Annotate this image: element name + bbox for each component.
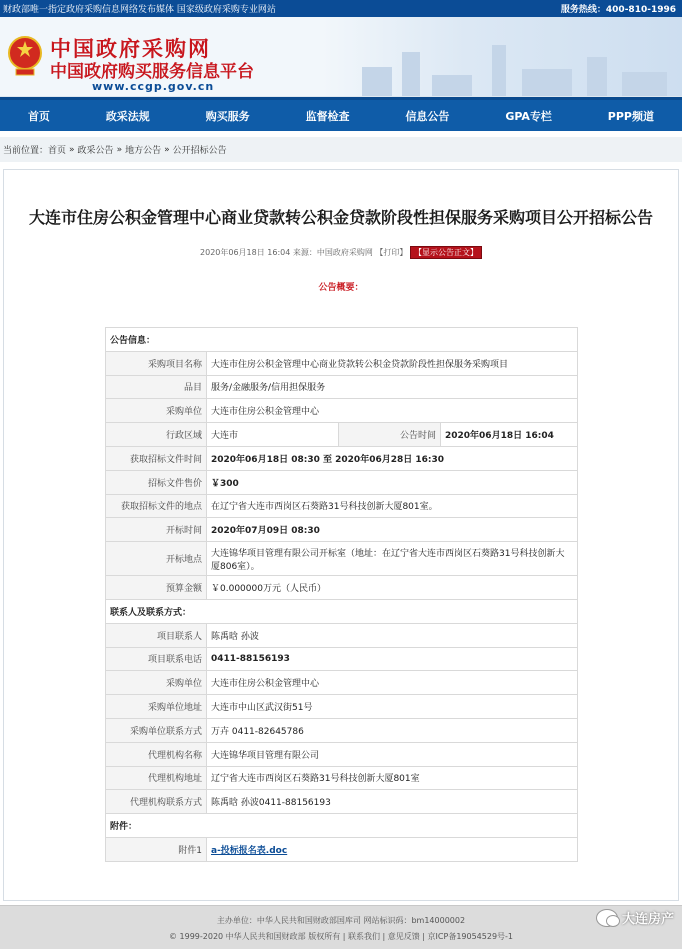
nav-ppp[interactable]: PPP频道 — [607, 109, 654, 123]
top-bar-slogan: 财政部唯一指定政府采购信息网络发布媒体 国家级政府采购专业网站 — [3, 5, 276, 15]
row-label: 开标时间 — [106, 518, 207, 542]
breadcrumb-home[interactable]: 首页 — [48, 146, 67, 156]
agent-tel: 陈禹晗 孙波0411-88156193 — [207, 790, 578, 814]
row-label: 项目联系人 — [106, 623, 207, 647]
project-contact-tel: 0411-88156193 — [207, 647, 578, 671]
table-row — [106, 446, 578, 470]
service-hotline: 服务热线：400-810-1996 — [560, 5, 676, 15]
show-body-button[interactable]: 【显示公告正文】 — [410, 246, 482, 259]
row-label: 行政区域 — [106, 423, 207, 447]
row-label: 采购单位联系方式 — [106, 718, 207, 742]
main-nav — [0, 97, 682, 131]
table-row — [106, 423, 578, 447]
breadcrumb-sep: » — [69, 144, 75, 155]
breadcrumb-sep: » — [116, 144, 123, 155]
table-row — [106, 718, 578, 742]
table-row — [106, 494, 578, 518]
table-row — [106, 742, 578, 766]
top-bar — [0, 0, 682, 17]
nav-supervision[interactable]: 监督检查 — [305, 109, 350, 123]
section-header: 公告信息： — [106, 328, 578, 352]
budget: ￥0.000000万元（人民币） — [207, 576, 578, 600]
table-row — [106, 375, 578, 399]
row-label: 预算金额 — [106, 576, 207, 600]
site-subtitle: 中国政府购买服务信息平台 — [50, 62, 254, 82]
site-header — [0, 17, 682, 97]
attachment-link[interactable]: a-投标报名表.doc — [211, 845, 288, 856]
get-doc-place: 在辽宁省大连市西岗区石葵路31号科技创新大厦801室。 — [207, 494, 578, 518]
wechat-icon — [596, 909, 618, 927]
watermark-text: 大连房产 — [621, 912, 674, 927]
nav-purchase-services[interactable]: 购买服务 — [205, 109, 250, 123]
footer-line-2: © 1999-2020 中华人民共和国财政部 版权所有 | 联系我们 | 意见反馈 | 京ICP备19054529号-1 — [168, 932, 514, 941]
section-header: 联系人及联系方式： — [106, 599, 578, 623]
row-label: 开标地点 — [106, 542, 207, 576]
row-label: 品目 — [106, 375, 207, 399]
row-label: 采购项目名称 — [106, 351, 207, 375]
row-label: 采购单位 — [106, 399, 207, 423]
nav-announcements[interactable]: 信息公告 — [405, 109, 450, 123]
page-title: 大连市住房公积金管理中心商业贷款转公积金贷款阶段性担保服务采购项目公开招标公告 — [29, 208, 654, 227]
region: 大连市 — [207, 423, 339, 447]
open-time: 2020年07月09日 08:30 — [207, 518, 578, 542]
row-label: 采购单位 — [106, 671, 207, 695]
purchaser: 大连市住房公积金管理中心 — [207, 399, 578, 423]
breadcrumb-sep: » — [164, 144, 170, 155]
table-row — [106, 766, 578, 790]
section-header: 附件： — [106, 814, 578, 838]
table-row — [106, 518, 578, 542]
table-row — [106, 837, 578, 861]
table-row — [106, 470, 578, 494]
purchaser-address: 大连市中山区武汉街51号 — [207, 695, 578, 719]
agent-name: 大连锦华项目管理有限公司 — [207, 742, 578, 766]
nav-home[interactable]: 首页 — [27, 109, 50, 123]
site-footer — [0, 905, 682, 949]
row-label: 招标文件售价 — [106, 470, 207, 494]
row-label: 获取招标文件的地点 — [106, 494, 207, 518]
table-row — [106, 671, 578, 695]
nav-gpa[interactable]: GPA专栏 — [505, 109, 552, 123]
site-url: www.ccgp.gov.cn — [92, 80, 215, 93]
project-name: 大连市住房公积金管理中心商业贷款转公积金贷款阶段性担保服务采购项目 — [207, 351, 578, 375]
article-container — [3, 169, 679, 901]
category: 服务/金融服务/信用担保服务 — [207, 375, 578, 399]
wechat-watermark — [596, 908, 674, 927]
get-doc-time: 2020年06月18日 08:30 至 2020年06月28日 16:30 — [207, 446, 578, 470]
open-place: 大连锦华项目管理有限公司开标室（地址：在辽宁省大连市西岗区石葵路31号科技创新大厦806室）。 — [207, 542, 578, 576]
nav-regulations[interactable]: 政采法规 — [105, 109, 150, 123]
row-label: 代理机构名称 — [106, 742, 207, 766]
project-contact: 陈禹晗 孙波 — [207, 623, 578, 647]
table-row — [106, 576, 578, 600]
purchaser-unit: 大连市住房公积金管理中心 — [207, 671, 578, 695]
breadcrumb-open-tender[interactable]: 公开招标公告 — [172, 146, 227, 156]
breadcrumb-local[interactable]: 地方公告 — [125, 146, 162, 156]
table-row — [106, 623, 578, 647]
purchaser-tel: 万卉 0411-82645786 — [207, 718, 578, 742]
row-label: 代理机构联系方式 — [106, 790, 207, 814]
attachment-cell — [207, 837, 578, 861]
article-meta-text: 2020年06月18日 16:04 来源：中国政府采购网 【打印】 — [200, 248, 408, 257]
table-row — [106, 790, 578, 814]
national-emblem-icon[interactable] — [6, 31, 44, 81]
footer-line-1: 主办单位：中华人民共和国财政部国库司 网站标识码：bm14000002 — [216, 916, 466, 925]
table-row — [106, 695, 578, 719]
info-table — [105, 327, 578, 862]
breadcrumb-announcements[interactable]: 政采公告 — [77, 146, 114, 156]
doc-price: ￥300 — [207, 470, 578, 494]
header-skyline — [322, 17, 682, 97]
table-row — [106, 542, 578, 576]
table-row — [106, 399, 578, 423]
row-label: 采购单位地址 — [106, 695, 207, 719]
row-label: 获取招标文件时间 — [106, 446, 207, 470]
breadcrumb — [0, 137, 682, 162]
table-row — [106, 351, 578, 375]
breadcrumb-prefix: 当前位置： — [3, 146, 49, 156]
site-title[interactable]: 中国政府采购网 — [50, 36, 211, 61]
row-label: 附件1 — [106, 837, 207, 861]
article-meta — [4, 247, 678, 258]
agent-address: 辽宁省大连市西岗区石葵路31号科技创新大厦801室 — [207, 766, 578, 790]
row-label: 代理机构地址 — [106, 766, 207, 790]
row-label: 公告时间 — [339, 423, 441, 447]
summary-label: 公告概要： — [318, 283, 364, 293]
publish-time: 2020年06月18日 16:04 — [441, 423, 578, 447]
row-label: 项目联系电话 — [106, 647, 207, 671]
table-row — [106, 647, 578, 671]
